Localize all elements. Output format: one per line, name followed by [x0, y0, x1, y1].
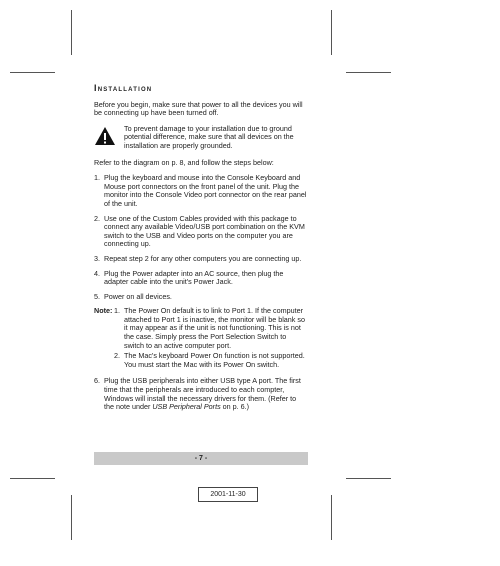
date-box [198, 487, 258, 502]
note-items [114, 307, 308, 371]
warning-icon [94, 126, 116, 146]
page-number: - 7 - [194, 455, 208, 462]
step-number: 4. [94, 268, 100, 278]
crop-mark [331, 495, 332, 540]
step-number: 2. [94, 213, 100, 223]
step-text: Use one of the Custom Cables provided with this package to connect any available Video/USB port combination on the KVM switch to the USB and Video ports on the computer you are connecting up. [104, 213, 305, 249]
cross-reference: USB Peripheral Ports [152, 402, 221, 412]
steps-list-continued [94, 377, 308, 411]
list-item [94, 215, 308, 249]
list-item [94, 255, 308, 264]
crop-mark [346, 72, 391, 73]
step-text: Plug the keyboard and mouse into the Console Keyboard and Mouse port connectors on the front panel of the unit. Plug the monitor into the Console Video port connector on the rear panel of the unit. [104, 173, 307, 208]
warning-block [94, 125, 308, 151]
list-item [94, 174, 308, 208]
step-number: 6. [94, 376, 100, 386]
note-number: 2. [114, 351, 120, 361]
note-item [114, 307, 308, 350]
step-text: Power on all devices. [104, 291, 172, 301]
refer-paragraph: Refer to the diagram on p. 8, and follow the steps below: [94, 157, 274, 167]
list-item [94, 293, 308, 302]
step-number: 3. [94, 253, 100, 263]
note-number: 1. [114, 306, 120, 316]
step-text: Plug the Power adapter into an AC source, then plug the adapter cable into the unit's Power Jack. [104, 268, 284, 287]
steps-list [94, 174, 308, 301]
print-date: 2001-11-30 [210, 491, 246, 498]
note-text: The Mac's keyboard Power On function is not supported. You must start the Mac with its Power On switch. [124, 351, 305, 369]
list-item [94, 377, 308, 411]
note-block [94, 307, 308, 371]
crop-mark [71, 495, 72, 540]
step-number: 5. [94, 291, 100, 301]
step-text-before: Plug the USB peripherals into either USB type A port. The first time that the peripherals are introduced to each compter, Windows will install the necessary drivers for them. (Refer to the note under [104, 376, 301, 412]
section-title: Installation [94, 83, 153, 93]
warning-text: To prevent damage to your installation due to ground potential difference, make sure that all devices on the installation are properly grounded. [124, 123, 294, 150]
note-label: Note: [94, 306, 113, 316]
crop-mark [10, 478, 55, 479]
list-item [94, 270, 308, 287]
crop-mark [331, 10, 332, 55]
step-number: 1. [94, 173, 100, 183]
step-text-after: on p. 6.) [220, 402, 250, 412]
intro-paragraph: Before you begin, make sure that power to all the devices you will be connecting up have been turned off. [94, 99, 303, 118]
note-text: The Power On default is to link to Port 1. If the computer attached to Port 1 is inactive, the monitor will be blank so it may appear as if the unit is not functioning. This is not the case. Simply press the Port Selection Switch to switch to an active computer port. [124, 306, 305, 350]
page-number-bar [94, 452, 308, 465]
step-text [104, 377, 308, 411]
crop-mark [346, 478, 391, 479]
note-item [114, 352, 308, 369]
page-content [94, 84, 308, 418]
crop-mark [10, 72, 55, 73]
crop-mark [71, 10, 72, 55]
step-text: Repeat step 2 for any other computers you are connecting up. [104, 253, 302, 263]
